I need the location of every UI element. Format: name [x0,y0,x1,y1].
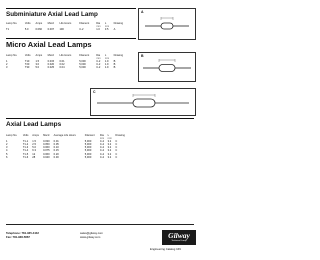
table-header-row-cell: L [104,22,107,25]
table-header-row-cell: Mscd [43,134,50,137]
table-row-cell: 5,000 [84,149,92,153]
table-units-row-cell: mm [104,25,110,29]
table-row-cell: C-2 [79,28,84,32]
spec-table-micro-body [6,54,130,69]
table-row-cell: 0.040 [43,155,50,159]
table-units-row-cell: mm [107,137,112,141]
table-header-row-cell: Amps [35,22,43,25]
table-row-cell: 0.05 [53,143,59,147]
table-row-cell: 5.0 [24,28,29,32]
table-row-cell: T20 [24,63,30,67]
table-row-cell: 4 [6,149,8,153]
drawing-a [138,8,196,40]
table-row-cell: C-2 [96,60,101,64]
gilway-logo-text: Gilway [168,230,190,240]
table-header-row-cell: Amps [35,54,43,57]
table-header-row-cell: Life Hours [59,54,72,57]
table-row-cell: 0.04 [59,66,65,70]
table-row-cell: 2 [6,63,8,67]
table-row-cell: 12 [32,152,36,156]
table-row-cell: C-2 [99,152,105,156]
table-row-cell: 5,000 [84,146,92,150]
table-row-cell: 1.9 [104,63,109,67]
table-row-cell: 0.015 [47,60,55,64]
drawing-a-lamp-icon [139,9,195,39]
table-row-cell: 0.060 [43,152,50,156]
table-header-row-cell: Drawing [113,54,124,57]
table-row-cell: T1-1 [22,140,29,144]
table-row-cell: 3.0 [35,63,40,67]
table-row-cell: 1.5 [32,140,36,144]
table-units-row-cell: mm [104,57,110,61]
table-row-cell: 100 [59,28,64,32]
table-row-cell: T30 [24,66,30,70]
table-row-cell: 3.2 [107,146,112,150]
footer-telephone: Telephone: 781-935-4442 [6,231,39,235]
table-row-cell: 3.2 [107,155,112,159]
table-header-row-cell: Filament [84,134,95,137]
table-row-cell: 0.060 [43,146,50,150]
section-title-subminiature: Subminiature Axial Lead Lamp [6,11,98,18]
table-row-cell: 5,000 [84,143,92,147]
table-units-row-cell: mm [99,137,105,141]
table-row [6,28,130,31]
table-row-cell: C-2 [96,66,101,70]
table-row [6,66,130,69]
table-row-cell: 6.3 [32,149,36,153]
table-header-row-cell: Drawing [115,134,125,137]
table-row-cell: 1.0 [96,28,100,32]
drawing-c-label: C [93,90,96,94]
table-header-row-cell: Lamp No. [6,54,18,57]
table-row-cell: 28 [32,155,36,159]
section-bar-axial [6,118,194,119]
table-row [6,156,130,159]
table-row-cell: C-2 [99,146,105,150]
table-header-row-cell: Volts [24,54,31,57]
table-header-row-cell: Lamp No. [6,22,18,25]
gilway-logo [162,230,196,245]
table-row-cell: 0.02 [59,63,65,67]
table-row-cell: C [115,149,118,153]
table-row-cell: 5,000 [84,152,92,156]
table-header-row-cell: Average Life Hours [53,134,76,137]
table-row-cell: 0.20 [53,152,59,156]
table-row-cell: 5 [6,152,8,156]
table-row-cell: C [115,140,118,144]
spec-table-subminiature-body [6,22,130,31]
table-row-cell: 0.007 [47,28,55,32]
table-row-cell: 5,000 [84,140,92,144]
table-row-cell: C-2 [96,63,101,67]
gilway-logo-subtitle: Technical Lamp [171,239,187,242]
table-row-cell: 1.9 [104,66,109,70]
table-header-row-cell: Dia [96,54,101,57]
table-row-cell: C [115,143,118,147]
table-row-cell: 1 [6,140,8,144]
table-row-cell: 3 [6,146,8,150]
table-row-cell: T1-5 [22,152,29,156]
footer-rule [6,224,194,225]
footer-fax: Fax: 781-938-5867 [6,235,30,239]
table-header-row-cell: Mscd [47,54,54,57]
footer-email-link[interactable]: sales@gilway.com [80,231,103,235]
table-row-cell: T1-4 [22,149,29,153]
drawing-c [90,88,196,116]
table-header-row-cell: Filament [79,22,90,25]
spec-table-subminiature [6,22,130,31]
table-header-row-cell: Filament [79,54,90,57]
table-row-cell: 0.050 [43,143,50,147]
drawing-a-label: A [141,10,144,14]
table-row-cell: T10 [24,60,30,64]
table-header-row-cell: Dia [99,134,104,137]
table-row-cell: T1 [6,28,10,32]
section-title-micro: Micro Axial Lead Lamps [6,40,92,49]
section-title-axial: Axial Lead Lamps [6,121,62,128]
table-row-cell: C-2 [99,149,105,153]
table-header-row-cell: Lamp No. [6,134,18,137]
table-row-cell: A [113,28,116,32]
table-row-cell: 3.2 [107,149,112,153]
footer-catalog: Engineering Catalog 169 [150,247,181,251]
table-header-row-cell: L [104,54,107,57]
table-row-cell: T1-6 [22,155,29,159]
table-row-cell: C [115,152,118,156]
table-row-cell: 5,000 [79,63,86,67]
table-header-row-cell: Amps [32,134,39,137]
table-row-cell: C-2 [99,140,105,144]
table-row-cell: 5.0 [32,146,36,150]
table-row-cell: 0.030 [43,140,50,144]
table-row-cell: C-2 [99,155,105,159]
table-row-cell: 0.10 [53,146,59,150]
spec-table-micro [6,54,130,69]
table-row-cell: 1.5 [35,60,40,64]
table-row-cell: 0.020 [47,63,55,67]
table-header-row-cell: Volts [24,22,31,25]
drawing-b-label: B [141,54,144,58]
table-row-cell: T1-2 [22,143,29,147]
table-row-cell: 3 [6,66,8,70]
section-bar-subminiature [6,8,136,9]
table-header-row-cell: L [107,134,110,137]
table-row-cell: 2 [6,143,8,147]
table-header-row-cell: Volts [22,134,29,137]
table-row-cell: B [113,66,116,70]
spec-table-axial-body [6,134,130,159]
table-row-cell: C-2 [99,143,105,147]
table-row-cell: 0.30 [53,155,59,159]
table-units-row-cell: mm [96,25,101,29]
table-row-cell: C [115,146,118,150]
table-row-cell: 0.025 [47,66,55,70]
footer-web-link[interactable]: www.gilway.com [80,235,101,239]
table-row-cell: 2.5 [32,143,36,147]
table-units-row-cell: mm [96,57,101,61]
table-row-cell: 5,000 [84,155,92,159]
table-row-cell: 1 [6,60,8,64]
table-row-cell: B [113,63,116,67]
table-row-cell: 6 [6,155,8,159]
table-row-cell: 3.2 [107,152,112,156]
drawing-b-lamp-icon [139,53,195,81]
table-row-cell: T1-3 [22,146,29,150]
table-row-cell: 5.0 [35,66,40,70]
table-row-cell: 0.01 [59,60,65,64]
drawing-c-lamp-icon [91,89,195,115]
table-header-row-cell: Dia [96,22,101,25]
table-row-cell: C [115,155,118,159]
table-row-cell: 1.9 [104,60,109,64]
spec-table-axial [6,134,130,159]
table-row-cell: 3.2 [107,143,112,147]
table-row-cell: 0.01 [53,140,59,144]
table-row-cell: 0.15 [53,149,59,153]
table-header-row-cell: Drawing [113,22,124,25]
table-row-cell: 3.5 [104,28,109,32]
table-row-cell: 0.060 [35,28,42,32]
table-row-cell: 0.075 [43,149,50,153]
table-row-cell: 5,000 [79,60,86,64]
drawing-b [138,52,196,82]
table-row-cell: 5,000 [79,66,86,70]
table-row-cell: 3.2 [107,140,112,144]
table-header-row-cell: Mscd [47,22,54,25]
table-header-row-cell: Life Hours [59,22,72,25]
table-row-cell: B [113,60,116,64]
